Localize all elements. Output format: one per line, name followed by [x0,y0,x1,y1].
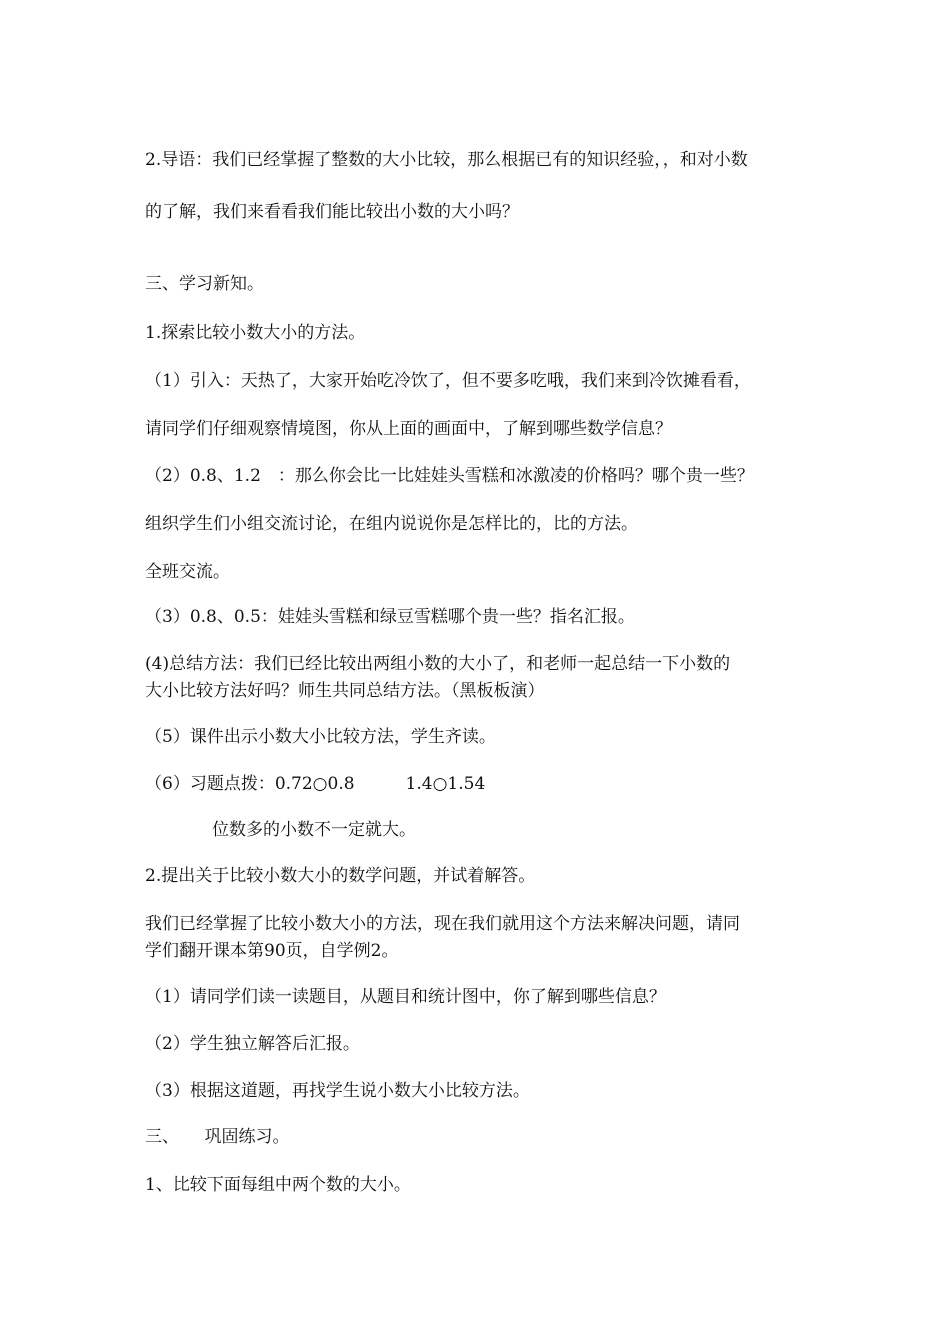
text-line: （3）根据这道题，再找学生说小数大小比较方法。 [145,1081,530,1101]
text-line: （2）学生独立解答后汇报。 [145,1034,360,1054]
section-heading: 三、学习新知。 [145,274,264,294]
text-line: 我们已经掌握了比较小数大小的方法，现在我们就用这个方法来解决问题，请同 [145,914,740,934]
text-line: 大小比较方法好吗？师生共同总结方法。（黑板板演） [145,681,545,701]
text-line: 位数多的小数不一定就大。 [212,820,416,840]
text-line: （2）0.8、1.2 ：那么你会比一比娃娃头雪糕和冰激凌的价格吗？哪个贵一些？ [145,466,754,486]
text-line: 的了解，我们来看看我们能比较出小数的大小吗？ [145,202,519,222]
subsection-heading: 2.提出关于比较小数大小的数学问题，并试着解答。 [145,866,536,886]
text-line: 1、比较下面每组中两个数的大小。 [145,1175,411,1195]
text-line: （1）引入：天热了，大家开始吃冷饮了，但不要多吃哦，我们来到冷饮摊看看， [145,371,751,391]
text-line: （6）习题点拨：0.72○0.8 1.4○1.54 [145,774,486,794]
section-heading: 三、 巩固练习。 [145,1127,290,1147]
text-line: 学们翻开课本第90页，自学例2。 [145,941,399,961]
text-line: 全班交流。 [145,562,230,582]
text-line: 2.导语：我们已经掌握了整数的大小比较，那么根据已有的知识经验，，和对小数 [145,150,748,170]
text-line: 组织学生们小组交流讨论，在组内说说你是怎样比的，比的方法。 [145,514,638,534]
text-line: (4)总结方法：我们已经比较出两组小数的大小了，和老师一起总结一下小数的 [145,654,731,674]
subsection-heading: 1.探索比较小数大小的方法。 [145,323,366,343]
text-line: （1）请同学们读一读题目，从题目和统计图中，你了解到哪些信息？ [145,987,666,1007]
text-line: （3）0.8、0.5：娃娃头雪糕和绿豆雪糕哪个贵一些？指名汇报。 [145,607,635,627]
text-line: （5）课件出示小数大小比较方法，学生齐读。 [145,727,496,747]
text-line: 请同学们仔细观察情境图，你从上面的画面中，了解到哪些数学信息？ [145,419,672,439]
